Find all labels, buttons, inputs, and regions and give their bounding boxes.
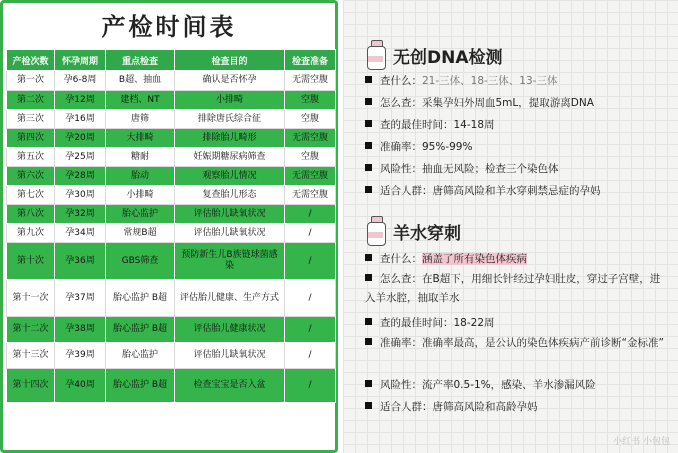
table-row — [7, 224, 336, 243]
info-text: 唐筛高风险和羊水穿刺禁忌症的孕妈 — [432, 185, 601, 197]
info-item — [365, 116, 665, 135]
table-cell: 大排畸 — [106, 129, 175, 148]
baby-bottle-icon — [365, 40, 387, 70]
info-text: 涵盖了所有染色体疾病 — [422, 253, 527, 265]
table-cell: 观察胎儿情况 — [175, 167, 285, 186]
table-cell: 孕12周 — [55, 91, 106, 110]
square-bullet-icon — [365, 98, 372, 105]
table-cell: 第七次 — [7, 186, 55, 205]
info-item — [365, 334, 665, 353]
info-panel — [343, 0, 678, 453]
table-cell: 无需空腹 — [285, 129, 336, 148]
table-cell: 空腹 — [285, 148, 336, 167]
table-cell: B超、抽血 — [106, 71, 175, 91]
table-cell: 评估胎儿健康状况 — [175, 317, 285, 343]
info-text: 抽血无风险；检查三个染色体 — [422, 163, 559, 175]
table-row — [7, 369, 336, 403]
table-cell: 确认是否怀孕 — [175, 71, 285, 91]
info-item — [365, 376, 665, 395]
table-cell: / — [285, 243, 336, 280]
square-bullet-icon — [365, 164, 372, 171]
info-item — [365, 138, 665, 157]
info-label: 查的最佳时间： — [380, 317, 454, 329]
table-row — [7, 243, 336, 280]
info-item — [365, 314, 665, 333]
square-bullet-icon — [365, 380, 372, 387]
table-cell: 胎心监护 B超 — [106, 280, 175, 317]
info-text: 采集孕妇外周血5mL，提取游离DNA — [422, 97, 594, 109]
table-cell: 孕34周 — [55, 224, 106, 243]
table-cell: 孕32周 — [55, 205, 106, 224]
schedule-title: 产检时间表 — [101, 13, 237, 41]
table-cell: 孕20周 — [55, 129, 106, 148]
info-text: 21-三体、18-三体、13-三体 — [422, 75, 558, 87]
info-text: 在B超下，用细长针经过孕妇肚皮，穿过子宫壁，进入羊水腔，抽取羊水 — [365, 273, 661, 304]
table-cell: 孕38周 — [55, 317, 106, 343]
table-cell: 排除唐氏综合征 — [175, 110, 285, 129]
info-label: 风险性： — [380, 379, 422, 391]
info-label: 准确率： — [380, 141, 422, 153]
info-text: 流产率0.5-1%，感染、羊水渗漏风险 — [422, 379, 596, 391]
section-dna-header — [365, 40, 503, 70]
table-cell: 孕37周 — [55, 280, 106, 317]
table-cell: 常规B超 — [106, 224, 175, 243]
table-row — [7, 167, 336, 186]
table-cell: 检查宝宝是否入盆 — [175, 369, 285, 403]
table-cell: 胎心监护 — [106, 205, 175, 224]
table-cell: 第四次 — [7, 129, 55, 148]
info-item — [365, 270, 665, 308]
table-cell: / — [285, 205, 336, 224]
info-item — [365, 182, 665, 201]
square-bullet-icon — [365, 186, 372, 193]
table-cell: 空腹 — [285, 110, 336, 129]
info-text: 唐筛高风险和高龄孕妈 — [432, 401, 538, 413]
table-cell: 第六次 — [7, 167, 55, 186]
square-bullet-icon — [365, 120, 372, 127]
table-cell: / — [285, 343, 336, 369]
header-cell: 产检次数 — [7, 50, 55, 71]
watermark: 小红书 小包包 — [613, 437, 670, 447]
square-bullet-icon — [365, 402, 372, 409]
table-row — [7, 280, 336, 317]
table-row — [7, 71, 336, 91]
section-dna-title: 无创DNA检测 — [393, 47, 503, 68]
table-cell: 胎动 — [106, 167, 175, 186]
info-item — [365, 160, 665, 179]
table-cell: / — [285, 224, 336, 243]
info-text: 95%-99% — [422, 141, 473, 153]
info-text: 14-18周 — [453, 119, 495, 131]
header-cell: 检查准备 — [285, 50, 336, 71]
table-cell: 第十三次 — [7, 343, 55, 369]
info-item — [365, 398, 665, 417]
header-cell: 重点检查 — [106, 50, 175, 71]
table-cell: 妊娠期糖尿病筛查 — [175, 148, 285, 167]
table-row — [7, 110, 336, 129]
schedule-table — [6, 49, 336, 403]
table-cell: 预防新生儿B族链球菌感染 — [175, 243, 285, 280]
square-bullet-icon — [365, 142, 372, 149]
table-cell: / — [285, 369, 336, 403]
table-cell: 第九次 — [7, 224, 55, 243]
table-cell: 孕39周 — [55, 343, 106, 369]
schedule-panel — [0, 0, 338, 453]
table-cell: 评估胎儿缺氧状况 — [175, 224, 285, 243]
info-label: 怎么查： — [380, 273, 422, 285]
info-label: 适合人群： — [380, 401, 433, 413]
table-cell: 无需空腹 — [285, 186, 336, 205]
table-cell: 第十二次 — [7, 317, 55, 343]
info-label: 风险性： — [380, 163, 422, 175]
table-cell: 评估胎儿缺氧状况 — [175, 205, 285, 224]
table-cell: 糖耐 — [106, 148, 175, 167]
info-label: 适合人群： — [380, 185, 433, 197]
table-cell: 第二次 — [7, 91, 55, 110]
table-cell: 孕30周 — [55, 186, 106, 205]
table-cell: 无需空腹 — [285, 167, 336, 186]
table-cell: 第十四次 — [7, 369, 55, 403]
table-row — [7, 343, 336, 369]
table-cell: 孕40周 — [55, 369, 106, 403]
square-bullet-icon — [365, 254, 372, 261]
table-cell: / — [285, 280, 336, 317]
table-row — [7, 129, 336, 148]
table-cell: 第一次 — [7, 71, 55, 91]
info-text: 18-22周 — [453, 317, 495, 329]
table-cell: 小排畸 — [106, 186, 175, 205]
table-cell: 排除胎儿畸形 — [175, 129, 285, 148]
table-row — [7, 205, 336, 224]
table-header-row — [7, 50, 336, 71]
table-cell: 第十一次 — [7, 280, 55, 317]
square-bullet-icon — [365, 318, 372, 325]
table-cell: 胎心监护 B超 — [106, 317, 175, 343]
table-cell: 第十次 — [7, 243, 55, 280]
table-cell: 空腹 — [285, 91, 336, 110]
table-row — [7, 186, 336, 205]
table-cell: 孕28周 — [55, 167, 106, 186]
info-label: 查的最佳时间： — [380, 119, 454, 131]
square-bullet-icon — [365, 274, 372, 281]
table-cell: 胎心监护 — [106, 343, 175, 369]
square-bullet-icon — [365, 338, 372, 345]
table-cell: 小排畸 — [175, 91, 285, 110]
table-cell: 第五次 — [7, 148, 55, 167]
table-cell: 第三次 — [7, 110, 55, 129]
baby-bottle-icon — [365, 216, 387, 246]
info-label: 查什么： — [380, 75, 422, 87]
info-label: 怎么查： — [380, 97, 422, 109]
info-item — [365, 94, 665, 113]
info-label: 准确率： — [380, 337, 422, 349]
section-amnio-title: 羊水穿刺 — [393, 223, 461, 244]
header-cell: 检查目的 — [175, 50, 285, 71]
table-row — [7, 148, 336, 167]
table-cell: 唐筛 — [106, 110, 175, 129]
table-cell: 胎心监护 B超 — [106, 369, 175, 403]
header-cell: 怀孕周期 — [55, 50, 106, 71]
table-cell: 复查胎儿形态 — [175, 186, 285, 205]
table-row — [7, 91, 336, 110]
info-item — [365, 72, 665, 91]
info-label: 查什么： — [380, 253, 422, 265]
table-cell: 孕25周 — [55, 148, 106, 167]
table-cell: 孕6-8周 — [55, 71, 106, 91]
table-cell: 评估胎儿缺氧状况 — [175, 343, 285, 369]
table-cell: / — [285, 317, 336, 343]
table-cell: 孕36周 — [55, 243, 106, 280]
table-cell: 评估胎儿健康、生产方式 — [175, 280, 285, 317]
info-item — [365, 250, 665, 269]
table-cell: 孕16周 — [55, 110, 106, 129]
table-cell: 建档、NT — [106, 91, 175, 110]
table-cell: 无需空腹 — [285, 71, 336, 91]
info-text: 准确率最高，是公认的染色体疾病产前诊断“金标准” — [422, 337, 664, 349]
table-cell: 第八次 — [7, 205, 55, 224]
square-bullet-icon — [365, 76, 372, 83]
table-row — [7, 317, 336, 343]
table-cell: GBS筛查 — [106, 243, 175, 280]
section-amnio-header — [365, 216, 461, 246]
